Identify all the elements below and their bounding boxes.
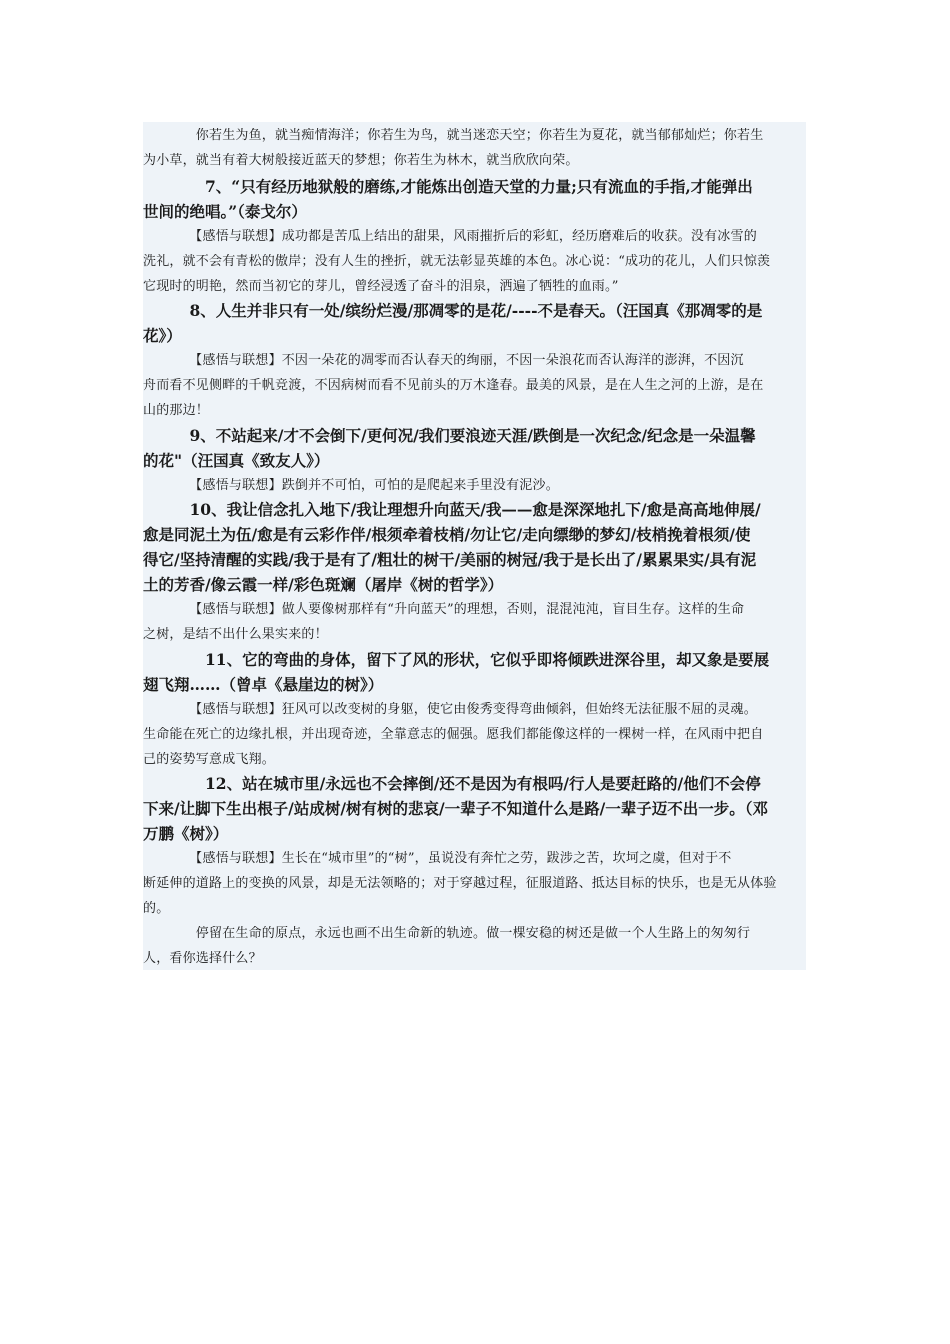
- reflection-line: 山的那边！: [143, 403, 210, 418]
- quote-heading-10: 愈是同泥土为伍/愈是有云彩作伴/根须牵着枝梢/勿让它/走向缥缈的梦幻/枝梢挽着根须/使: [143, 525, 751, 544]
- reflection-line: 【感悟与联想】跌倒并不可怕，可怕的是爬起来手里没有泥沙。: [143, 478, 559, 493]
- quote-heading-8: 花》）: [143, 326, 182, 345]
- reflection-line: 断延伸的道路上的变换的风景，却是无法领略的；对于穿越过程，征服道路、抵达目标的快乐，也是无从体验: [143, 876, 777, 891]
- text-background: [143, 122, 806, 970]
- quote-heading-7: 7、“只有经历地狱般的磨练,才能炼出创造天堂的力量;只有流血的手指,才能弹出: [143, 177, 753, 196]
- quote-heading-11: 翅飞翔……（曾卓《悬崖边的树》）: [143, 675, 384, 694]
- quote-heading-10: 10、我让信念扎入地下/我让理想升向蓝天/我——愈是深深地扎下/愈是高高地伸展/: [143, 500, 761, 519]
- quote-heading-9: 的花"（汪国真《致友人》）: [143, 451, 330, 470]
- paragraph-line: 为小草，就当有着大树般接近蓝天的梦想；你若生为林木，就当欣欣向荣。: [143, 153, 579, 168]
- reflection-line: 它现时的明艳，然而当初它的芽儿，曾经浸透了奋斗的泪泉，洒遍了牺牲的血雨。”: [143, 279, 619, 294]
- reflection-line: 生命能在死亡的边缘扎根，并出现奇迹，全靠意志的倔强。愿我们都能像这样的一棵树一样，在风雨中把自: [143, 727, 764, 742]
- closing-line: 人，看你选择什么？: [143, 951, 262, 966]
- reflection-line: 之树，是结不出什么果实来的！: [143, 627, 328, 642]
- quote-heading-12: 下来/让脚下生出根子/站成树/树有树的悲哀/一辈子不知道什么是路/一辈子迈不出一步。（邓: [143, 799, 769, 818]
- quote-heading-10: 土的芳香/像云霞一样/彩色斑斓（屠岸《树的哲学》）: [143, 575, 504, 594]
- quote-heading-7: 世间的绝唱。”（泰戈尔）: [143, 202, 307, 221]
- quote-heading-12: 12、站在城市里/永远也不会摔倒/还不是因为有根吗/行人是要赶路的/他们不会停: [143, 774, 761, 793]
- paragraph-line: 你若生为鱼，就当痴情海洋；你若生为鸟，就当迷恋天空；你若生为夏花，就当郁郁灿烂；你若生: [143, 128, 764, 143]
- quote-heading-10: 得它/坚持清醒的实践/我于是有了/粗壮的树干/美丽的树冠/我于是长出了/累累果实/具有泥: [143, 550, 757, 569]
- quote-heading-12: 万鹏《树》）: [143, 824, 229, 843]
- quote-heading-9: 9、不站起来/才不会倒下/更何况/我们要浪迹天涯/跌倒是一次纪念/纪念是一朵温馨: [143, 426, 756, 445]
- reflection-line: 洗礼，就不会有青松的傲岸；没有人生的挫折，就无法彰显英雄的本色。冰心说：“成功的花儿，人们只惊羡: [143, 254, 771, 269]
- reflection-line: 己的姿势写意成飞翔。: [143, 752, 276, 767]
- quote-heading-11: 11、它的弯曲的身体，留下了风的形状，它似乎即将倾跌进深谷里，却又象是要展: [143, 650, 770, 669]
- reflection-line: 【感悟与联想】狂风可以改变树的身躯，使它由俊秀变得弯曲倾斜，但始终无法征服不屈的灵魂。: [143, 702, 757, 717]
- reflection-line: 【感悟与联想】生长在“城市里”的“树”，虽说没有奔忙之劳，跋涉之苦，坎坷之虞，但对于不: [143, 851, 732, 866]
- reflection-line: 【感悟与联想】做人要像树那样有“升向蓝天”的理想，否则，混混沌沌，盲目生存。这样的生命: [143, 602, 745, 617]
- reflection-line: 的。: [143, 901, 170, 916]
- reflection-line: 【感悟与联想】不因一朵花的凋零而否认春天的绚丽，不因一朵浪花而否认海洋的澎湃，不因沉: [143, 353, 744, 368]
- reflection-line: 【感悟与联想】成功都是苦瓜上结出的甜果，风雨摧折后的彩虹，经历磨难后的收获。没有冰雪的: [143, 229, 757, 244]
- quote-heading-8: 8、人生并非只有一处/缤纷烂漫/那凋零的是花/----不是春天。（汪国真《那凋零的是: [143, 301, 763, 320]
- closing-line: 停留在生命的原点，永远也画不出生命新的轨迹。做一棵安稳的树还是做一个人生路上的匆匆行: [143, 926, 751, 941]
- reflection-line: 舟而看不见侧畔的千帆竞渡，不因病树而看不见前头的万木逢春。最美的风景，是在人生之河的上游，是在: [143, 378, 764, 393]
